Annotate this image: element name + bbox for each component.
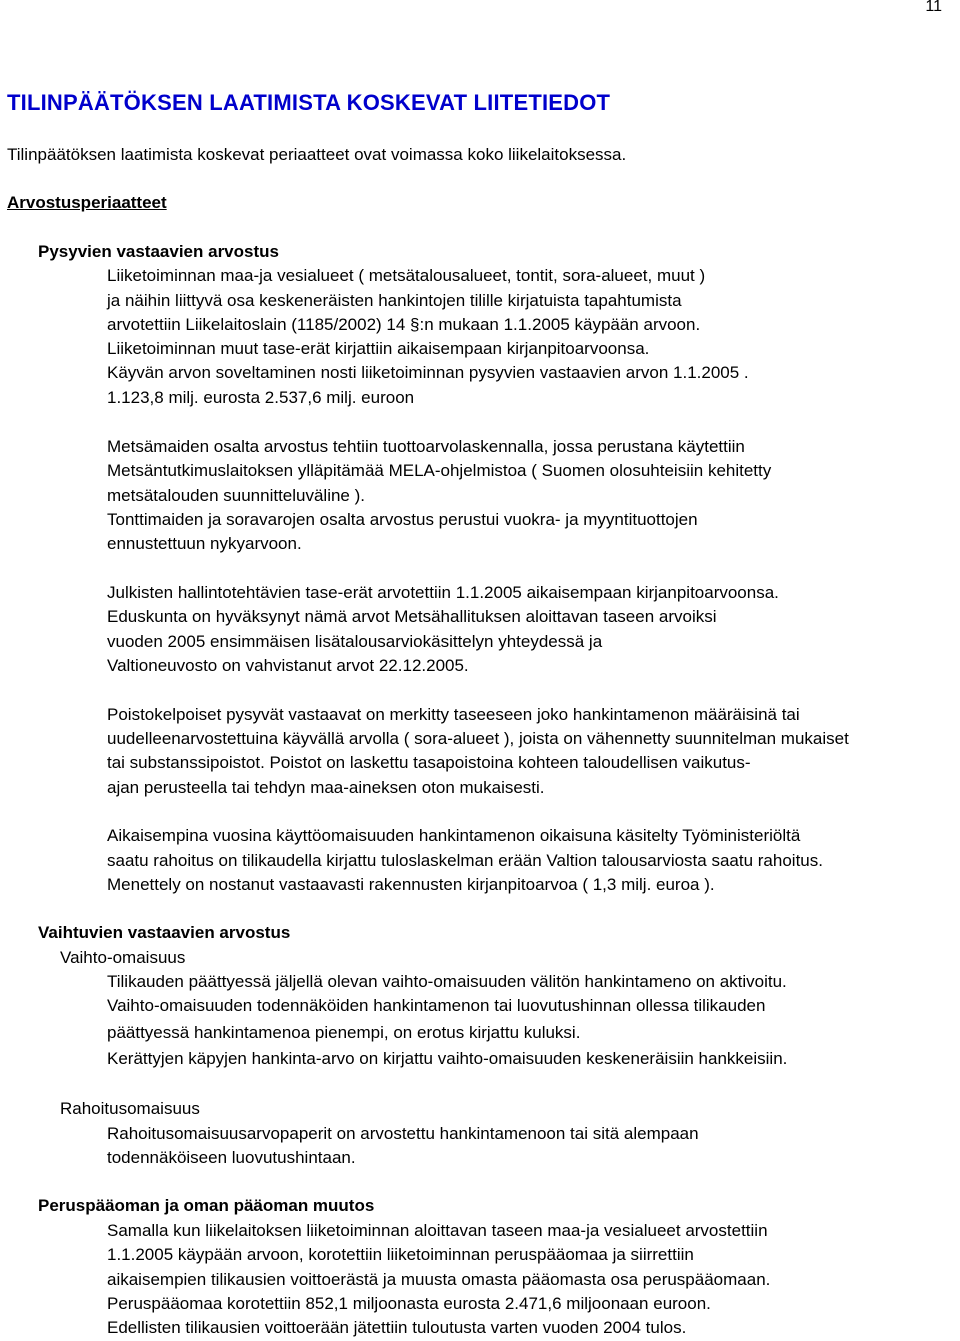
text-line: Rahoitusomaisuusarvopaperit on arvostettu hankintamenoon tai sitä alempaan: [107, 1124, 699, 1143]
text-line: 1.1.2005 käypään arvoon, korotettiin liiketoiminnan peruspääomaa ja siirrettiin: [107, 1245, 694, 1264]
text-line: Edellisten tilikausien voittoerään jätettiin tuloutusta varten vuoden 2004 tulos.: [107, 1318, 687, 1337]
text-line: Metsämaiden osalta arvostus tehtiin tuottoarvolaskennalla, jossa perustana käytettiin: [107, 437, 745, 456]
text-line: Liiketoiminnan maa-ja vesialueet ( metsätalousalueet, tontit, sora-alueet, muut ): [107, 266, 706, 285]
text-line: saatu rahoitus on tilikaudella kirjattu tuloslaskelman erään Valtion talousarviosta saatu rahoitus.: [107, 851, 823, 870]
text-line: aikaisempien tilikausien voittoerästä ja muusta omasta pääomasta osa peruspääomaan.: [107, 1270, 771, 1289]
subheading-rahoitusomaisuus: Rahoitusomaisuus: [60, 1099, 200, 1118]
subsection-heading-peruspaaoma: Peruspääoman ja oman pääoman muutos: [38, 1196, 375, 1215]
text-line: Peruspääomaa korotettiin 852,1 miljoonasta eurosta 2.471,6 miljoonaan euroon.: [107, 1294, 711, 1313]
text-line: Tilikauden päättyessä jäljellä olevan vaihto-omaisuuden välitön hankintameno on aktivoitu.: [107, 972, 787, 991]
text-line: Tonttimaiden ja soravarojen osalta arvostus perustui vuokra- ja myyntituottojen: [107, 510, 698, 529]
subsection-heading-pysyvien: Pysyvien vastaavien arvostus: [38, 242, 279, 261]
text-line: Aikaisempina vuosina käyttöomaisuuden hankintamenon oikaisuna käsitelty Työministeriöltä: [107, 826, 801, 845]
page-number: 11: [925, 0, 942, 15]
text-line: Kerättyjen käpyjen hankinta-arvo on kirjattu vaihto-omaisuuden keskeneräisiin hankkeisiin.: [107, 1049, 788, 1068]
text-line: Vaihto-omaisuuden todennäköiden hankintamenon tai luovutushinnan ollessa tilikauden: [107, 996, 766, 1015]
text-line: ajan perusteella tai tehdyn maa-aineksen oton mukaisesti.: [107, 778, 545, 797]
text-line: Samalla kun liikelaitoksen liiketoiminnan aloittavan taseen maa-ja vesialueet arvostettiin: [107, 1221, 768, 1240]
intro-paragraph: Tilinpäätöksen laatimista koskevat periaatteet ovat voimassa koko liikelaitoksessa.: [7, 145, 627, 164]
text-line: uudelleenarvostettuina käyvällä arvolla ( sora-alueet ), joista on vähennetty suunnitelman mukaiset: [107, 729, 849, 748]
text-line: Poistokelpoiset pysyvät vastaavat on merkitty taseeseen joko hankintamenon määräisinä tai: [107, 705, 800, 724]
text-line: 1.123,8 milj. eurosta 2.537,6 milj. euroon: [107, 388, 415, 407]
text-line: tai substanssipoistot. Poistot on laskettu tasapoistoina kohteen taloudellisen vaikutus-: [107, 753, 751, 772]
text-line: päättyessä hankintamenoa pienempi, on erotus kirjattu kuluksi.: [107, 1023, 581, 1042]
text-line: vuoden 2005 ensimmäisen lisätalousarviokäsittelyn yhteydessä ja: [107, 632, 603, 651]
subsection-heading-vaihtuvien: Vaihtuvien vastaavien arvostus: [38, 923, 291, 942]
text-line: Eduskunta on hyväksynyt nämä arvot Metsähallituksen aloittavan taseen arvoiksi: [107, 607, 717, 626]
text-line: Liiketoiminnan muut tase-erät kirjattiin aikaisempaan kirjanpitoarvoonsa.: [107, 339, 650, 358]
text-line: ja näihin liittyvä osa keskeneräisten hankintojen tilille kirjatuista tapahtumista: [107, 291, 682, 310]
text-line: Käyvän arvon soveltaminen nosti liiketoiminnan pysyvien vastaavien arvon 1.1.2005 .: [107, 363, 749, 382]
subheading-vaihto-omaisuus: Vaihto-omaisuus: [60, 948, 186, 967]
text-line: Julkisten hallintotehtävien tase-erät arvotettiin 1.1.2005 aikaisempaan kirjanpitoarvoonsa.: [107, 583, 779, 602]
text-line: ennustettuun nykyarvoon.: [107, 534, 302, 553]
page-title: TILINPÄÄTÖKSEN LAATIMISTA KOSKEVAT LIITETIEDOT: [7, 90, 611, 115]
text-line: todennäköiseen luovutushintaan.: [107, 1148, 356, 1167]
text-line: Valtioneuvosto on vahvistanut arvot 22.12.2005.: [107, 656, 469, 675]
text-line: Menettely on nostanut vastaavasti rakennusten kirjanpitoarvoa ( 1,3 milj. euroa ).: [107, 875, 715, 894]
section-heading-arvostusperiaatteet: Arvostusperiaatteet: [7, 193, 167, 212]
text-line: Metsäntutkimuslaitoksen ylläpitämää MELA-ohjelmistoa ( Suomen olosuhteisiin kehitetty: [107, 461, 772, 480]
text-line: arvotettiin Liikelaitoslain (1185/2002) 14 §:n mukaan 1.1.2005 käypään arvoon.: [107, 315, 701, 334]
text-line: metsätalouden suunnitteluväline ).: [107, 486, 365, 505]
